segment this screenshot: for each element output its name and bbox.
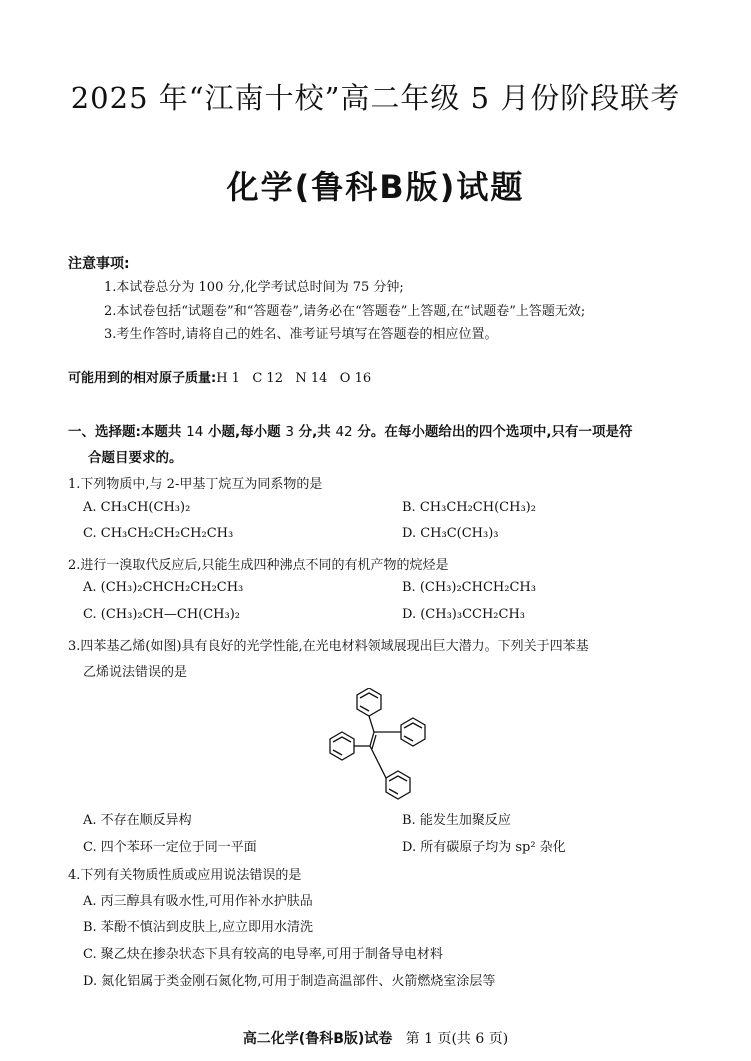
section-points: 3: [285, 424, 294, 440]
q1-option-b: B. CH₃CH₂CH(CH₃)₂: [402, 500, 536, 515]
section-text: 分,共: [293, 424, 336, 440]
q3-stem-cont: 乙烯说法错误的是: [83, 665, 188, 680]
q3-stem: 3.四苯基乙烯(如图)具有良好的光学性能,在光电材料领域展现出巨大潜力。下列关于四苯基: [68, 639, 589, 654]
q1-option-a: A. CH₃CH(CH₃)₂: [83, 500, 191, 515]
page-footer: [0, 1028, 751, 1048]
q2-option-c: C. (CH₃)₂CH—CH(CH₃)₂: [83, 607, 241, 622]
exam-title: 2025 年“江南十校”高二年级 5 月份阶段联考: [70, 81, 681, 115]
q1-stem: 1.下列物质中,与 2-甲基丁烷互为同系物的是: [68, 477, 323, 492]
atomic-mass-values: H 1 C 12 N 14 O 16: [216, 371, 372, 386]
q2-option-b: B. (CH₃)₂CHCH₂CH₃: [402, 580, 536, 595]
section-heading-cont: 合题目要求的。: [88, 450, 183, 466]
section-text: 分。在每小题给出的四个选项中,只有一项是符: [352, 424, 633, 440]
benzene-ring: [330, 732, 354, 760]
tetraphenylethylene-structure: [322, 688, 446, 814]
q4-stem: 4.下列有关物质性质或应用说法错误的是: [68, 868, 302, 883]
benzene-ring: [401, 718, 425, 746]
q4-option-b: B. 苯酚不慎沾到皮肤上,应立即用水清洗: [83, 920, 313, 935]
footer-paper-name: 高二化学(鲁科B版)试卷: [242, 1031, 393, 1047]
notice-item: 3.考生作答时,请将自己的姓名、准考证号填写在答题卷的相应位置。: [104, 327, 498, 342]
atomic-mass-label: 可能用到的相对原子质量:: [68, 371, 217, 386]
section-total: 42: [335, 424, 353, 440]
q2-option-d: D. (CH₃)₃CCH₂CH₃: [402, 607, 526, 622]
footer-page-number: 第 1 页(共 6 页): [405, 1031, 509, 1047]
q4-option-a: A. 丙三醇具有吸水性,可用作补水护肤品: [83, 894, 313, 909]
q1-option-d: D. CH₃C(CH₃)₃: [402, 526, 499, 541]
exam-subtitle: 化学(鲁科B版)试题: [226, 168, 525, 206]
benzene-ring: [357, 688, 381, 716]
q4-option-c: C. 聚乙炔在掺杂状态下具有较高的电导率,可用于制备导电材料: [83, 947, 443, 962]
benzene-ring: [386, 771, 410, 799]
section-count: 14: [186, 424, 204, 440]
section-heading: [68, 420, 632, 440]
q1-option-c: C. CH₃CH₂CH₂CH₂CH₃: [83, 526, 234, 541]
q3-option-a: A. 不存在顺反异构: [83, 813, 192, 828]
notice-item: 1.本试卷总分为 100 分,化学考试总时间为 75 分钟;: [104, 280, 404, 295]
q3-option-c: C. 四个苯环一定位于同一平面: [83, 840, 257, 855]
atomic-mass-line: [68, 367, 371, 386]
q4-option-d: D. 氮化铝属于类金刚石氮化物,可用于制造高温部件、火箭燃烧室涂层等: [83, 974, 496, 989]
section-text: 一、选择题:本题共: [68, 424, 187, 440]
notice-heading: 注意事项:: [68, 256, 130, 272]
q3-option-d: D. 所有碳原子均为 sp² 杂化: [402, 840, 566, 855]
q3-option-b: B. 能发生加聚反应: [402, 813, 511, 828]
section-text: 小题,每小题: [203, 424, 286, 440]
q2-option-a: A. (CH₃)₂CHCH₂CH₂CH₃: [83, 580, 244, 595]
q2-stem: 2.进行一溴取代反应后,只能生成四种沸点不同的有机产物的烷烃是: [68, 558, 449, 573]
notice-item: 2.本试卷包括“试题卷”和“答题卷”,请务必在“答题卷”上答题,在“试题卷”上答题无效;: [104, 304, 586, 319]
